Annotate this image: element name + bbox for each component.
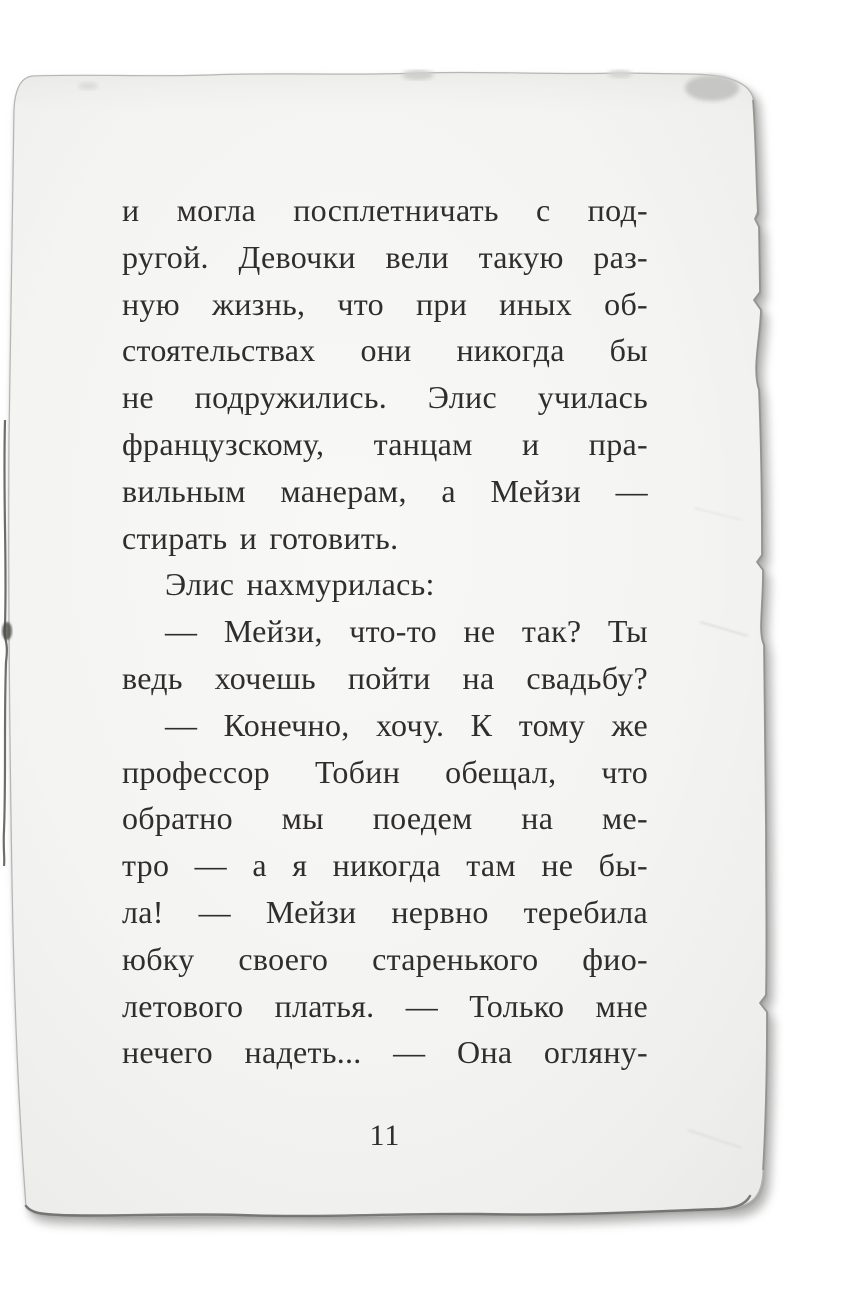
text-line: ругой. Девочки вели такую раз- [122,238,648,275]
text-line: Элис нахмурилась: [165,566,435,603]
text-line: — Конечно, хочу. К тому же [165,706,648,743]
text-line: ную жизнь, что при иных об- [122,285,648,322]
text-line: тро — а я никогда там не бы- [122,847,648,884]
top-smudge-1 [402,70,434,80]
text-line: — Мейзи, что-то не так? Ты [165,613,648,650]
top-smudge-2 [608,70,632,78]
text-line: стирать и готовить. [122,519,399,556]
text-line: и могла посплетничать с под- [122,192,648,228]
text-line: ла! — Мейзи нервно теребила [122,893,648,930]
text-line: профессор Тобин обещал, что [122,753,648,790]
page-number: 11 [369,1119,401,1152]
top-smudge-3 [78,82,98,90]
text-line: обратно мы поедем на ме- [122,800,648,837]
text-line: вильным манерам, а Мейзи — [122,472,648,509]
corner-smudge [685,75,739,101]
text-line: ведь хочешь пойти на свадьбу? [122,659,648,696]
text-line: французскому, танцам и пра- [122,425,648,462]
text-line: юбку своего старенького фио- [122,940,648,977]
text-line: стоятельствах они никогда бы [122,332,648,369]
text-line: нечего надеть... — Она огляну- [122,1034,648,1071]
spine-blot [2,622,12,640]
spine-line [4,420,7,866]
text-line: не подружились. Элис училась [122,379,648,416]
text-block [122,187,648,1076]
text-line: летового платья. — Только мне [122,987,648,1024]
